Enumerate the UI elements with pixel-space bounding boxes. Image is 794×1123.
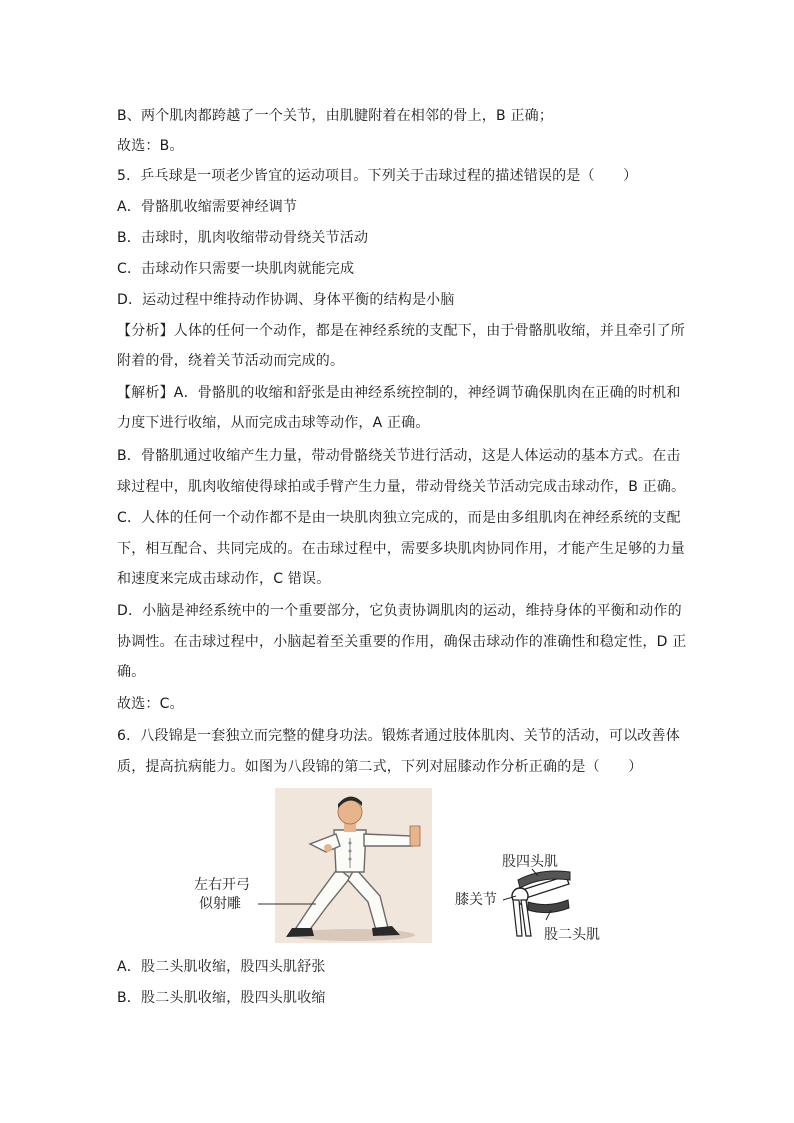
question-6-option-b: B．股二头肌收缩，股四头肌收缩 — [117, 990, 326, 1006]
knee-joint-label: 膝关节 — [455, 892, 497, 908]
explanation-line-4: 球过程中，肌肉收缩使得球拍或手臂产生力量，带动骨绕关节活动完成击球动作，B 正确。 — [117, 479, 686, 495]
analysis-line-2: 附着的骨，绕着关节活动而完成的。 — [117, 353, 345, 369]
explanation-line-10: 确。 — [117, 664, 146, 680]
pose-label-line-2: 似射雕 — [199, 896, 241, 912]
question-5-stem: 5．乒乓球是一项老少皆宜的运动项目。下列关于击球过程的描述错误的是（ ） — [117, 168, 638, 184]
explanation-line-6: 下，相互配合、共同完成的。在击球过程中，需要多块肌肉协同作用，才能产生足够的力量 — [117, 541, 685, 557]
explanation-line-9: 协调性。在击球过程中，小脑起着至关重要的作用，确保击球动作的准确性和稳定性，D 正 — [117, 634, 687, 650]
analysis-line-1: 【分析】人体的任何一个动作，都是在神经系统的支配下，由于骨骼肌收缩，并且牵引了所 — [117, 323, 685, 339]
question-5-option-b: B．击球时，肌肉收缩带动骨绕关节活动 — [117, 230, 369, 246]
text-line-1: B、两个肌肉都跨越了一个关节，由肌腱附着在相邻的骨上，B 正确； — [117, 108, 554, 124]
question-5-option-a: A．骨骼肌收缩需要神经调节 — [117, 199, 298, 215]
answer-line: 故选：C。 — [117, 696, 184, 712]
explanation-line-8: D．小脑是神经系统中的一个重要部分，它负责协调肌肉的运动，维持身体的平衡和动作的 — [117, 603, 682, 619]
text-line-2: 故选：B。 — [117, 138, 184, 154]
quadriceps-label: 股四头肌 — [502, 854, 558, 870]
explanation-line-2: 力度下进行收缩，从而完成击球等动作，A 正确。 — [117, 415, 430, 431]
explanation-line-3: B．骨骼肌通过收缩产生力量，带动骨骼绕关节进行活动，这是人体运动的基本方式。在击 — [117, 448, 681, 464]
biceps-femoris-label: 股二头肌 — [544, 927, 600, 943]
explanation-line-1: 【解析】A．骨骼肌的收缩和舒张是由神经系统控制的，神经调节确保肌肉在正确的时机和 — [117, 385, 681, 401]
question-6-option-a: A．股二头肌收缩，股四头肌舒张 — [117, 959, 326, 975]
question-6-stem-line-1: 6．八段锦是一套独立而完整的健身功法。锻炼者通过肢体肌肉、关节的活动，可以改善体 — [117, 728, 680, 744]
question-5-option-d: D．运动过程中维持动作协调、身体平衡的结构是小脑 — [117, 292, 455, 308]
question-6-stem-line-2: 质，提高抗病能力。如图为八段锦的第二式，下列对屈膝动作分析正确的是（ ） — [117, 759, 643, 775]
question-5-option-c: C．击球动作只需要一块肌肉就能完成 — [117, 261, 355, 277]
explanation-line-5: C．人体的任何一个动作都不是由一块肌肉独立完成的，而是由多组肌肉在神经系统的支配 — [117, 510, 681, 526]
pose-label-line-1: 左右开弓 — [194, 877, 250, 893]
explanation-line-7: 和速度来完成击球动作，C 错误。 — [117, 571, 331, 587]
